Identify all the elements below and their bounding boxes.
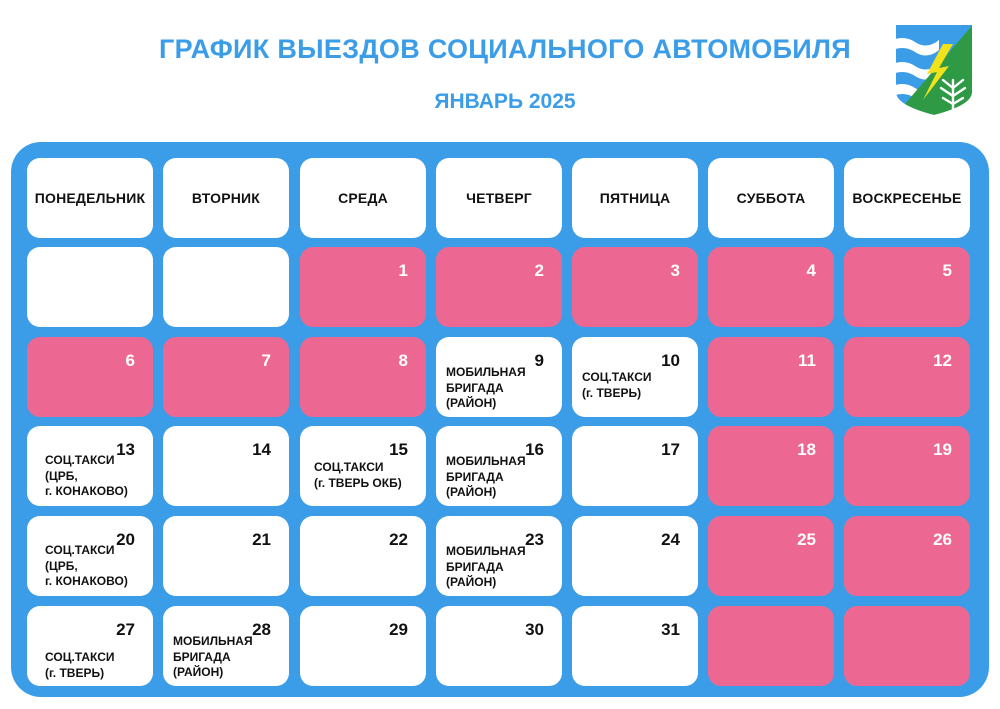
empty-cell [844, 606, 970, 686]
day-cell [163, 606, 289, 686]
day-number: 13 [116, 440, 135, 459]
day-number: 25 [797, 530, 816, 549]
trip-note [582, 370, 652, 401]
day-number: 18 [797, 440, 816, 459]
month-subtitle: ЯНВАРЬ 2025 [434, 90, 576, 113]
day-cell [844, 516, 970, 596]
weekday-header [300, 158, 426, 238]
day-number: 31 [661, 620, 680, 639]
trip-note-line: БРИГАДА [446, 380, 504, 395]
day-number: 2 [534, 261, 544, 280]
trip-note [314, 460, 402, 491]
weekday-label: ЧЕТВЕРГ [466, 190, 532, 206]
weekday-header [436, 158, 562, 238]
weekday-header [708, 158, 834, 238]
day-number: 14 [252, 440, 271, 459]
day-cell [300, 247, 426, 327]
day-number: 21 [252, 530, 271, 549]
weekday-label: СУББОТА [736, 190, 806, 206]
trip-note-line: БРИГАДА [173, 649, 231, 664]
trip-note [446, 365, 526, 412]
day-number: 26 [933, 530, 952, 549]
day-number: 1 [398, 261, 408, 280]
day-cell [572, 516, 698, 596]
trip-note-line: МОБИЛЬНАЯ [173, 634, 253, 648]
day-number: 24 [661, 530, 680, 549]
day-cell [436, 337, 562, 417]
trip-note-line: (г. ТВЕРЬ ОКБ) [314, 475, 402, 490]
day-cell [708, 337, 834, 417]
trip-note-line: (г. ТВЕРЬ) [582, 385, 642, 400]
day-number: 16 [525, 440, 544, 459]
empty-cell [27, 247, 153, 327]
day-cell [436, 247, 562, 327]
day-cell [436, 426, 562, 506]
day-cell [844, 426, 970, 506]
weekday-header [163, 158, 289, 238]
day-number: 10 [661, 351, 680, 370]
trip-note-line: МОБИЛЬНАЯ [446, 365, 526, 379]
day-cell [27, 426, 153, 506]
day-number: 27 [116, 620, 135, 639]
trip-note-line: г. КОНАКОВО) [45, 484, 128, 498]
day-cell [436, 516, 562, 596]
day-cell [163, 516, 289, 596]
weekday-header [572, 158, 698, 238]
day-cell [27, 337, 153, 417]
day-number: 12 [933, 351, 952, 370]
day-number: 30 [525, 620, 544, 639]
trip-note [45, 543, 128, 590]
day-cell [27, 606, 153, 686]
day-number: 22 [389, 530, 408, 549]
trip-note [173, 634, 253, 681]
day-cell [844, 337, 970, 417]
day-cell [163, 426, 289, 506]
day-number: 6 [125, 351, 135, 370]
day-number: 4 [806, 261, 816, 280]
weekday-label: СРЕДА [338, 190, 388, 206]
trip-note-line: СОЦ.ТАКСИ [45, 543, 115, 557]
calendar-board [11, 142, 989, 697]
trip-note-line: МОБИЛЬНАЯ [446, 454, 526, 468]
day-cell [844, 247, 970, 327]
day-number: 19 [933, 440, 952, 459]
trip-note-line: г. КОНАКОВО) [45, 574, 128, 588]
trip-note-line: СОЦ.ТАКСИ [582, 370, 652, 384]
trip-note-line: СОЦ.ТАКСИ [45, 650, 115, 664]
day-cell [572, 337, 698, 417]
day-cell [708, 516, 834, 596]
day-number: 7 [261, 351, 271, 370]
weekday-header [844, 158, 970, 238]
day-cell [300, 426, 426, 506]
trip-note [45, 650, 115, 681]
weekday-label: ПЯТНИЦА [599, 190, 671, 206]
day-cell [572, 606, 698, 686]
page-title: ГРАФИК ВЫЕЗДОВ СОЦИАЛЬНОГО АВТОМОБИЛЯ [159, 34, 851, 64]
trip-note-line: (РАЙОН) [446, 485, 497, 499]
trip-note-line: БРИГАДА [446, 559, 504, 574]
day-cell [572, 426, 698, 506]
trip-note-line: (РАЙОН) [446, 575, 497, 589]
day-number: 8 [398, 351, 408, 370]
weekday-label: ВТОРНИК [191, 190, 261, 206]
day-number: 5 [942, 261, 952, 280]
day-cell [300, 337, 426, 417]
day-number: 28 [252, 620, 271, 639]
day-number: 23 [525, 530, 544, 549]
trip-note [446, 454, 526, 501]
trip-note-line: (г. ТВЕРЬ) [45, 665, 105, 680]
coat-of-arms-icon [893, 22, 975, 118]
day-number: 20 [116, 530, 135, 549]
day-cell [300, 516, 426, 596]
trip-note [446, 544, 526, 591]
day-cell [708, 426, 834, 506]
empty-cell [708, 606, 834, 686]
day-cell [300, 606, 426, 686]
day-cell [436, 606, 562, 686]
day-number: 17 [661, 440, 680, 459]
trip-note-line: (РАЙОН) [446, 396, 497, 410]
weekday-header [27, 158, 153, 238]
day-number: 29 [389, 620, 408, 639]
weekday-label: ПОНЕДЕЛЬНИК [34, 190, 146, 206]
day-cell [572, 247, 698, 327]
trip-note-line: (РАЙОН) [173, 665, 224, 679]
day-cell [708, 247, 834, 327]
day-number: 15 [389, 440, 408, 459]
trip-note-line: СОЦ.ТАКСИ [45, 453, 115, 467]
trip-note-line: СОЦ.ТАКСИ [314, 460, 384, 474]
trip-note-line: (ЦРБ, [45, 468, 78, 483]
empty-cell [163, 247, 289, 327]
day-cell [163, 337, 289, 417]
day-number: 3 [670, 261, 680, 280]
trip-note-line: БРИГАДА [446, 469, 504, 484]
day-number: 11 [798, 351, 816, 370]
day-number: 9 [534, 351, 544, 370]
trip-note [45, 453, 128, 500]
day-cell [27, 516, 153, 596]
weekday-label: ВОСКРЕСЕНЬЕ [852, 190, 962, 206]
trip-note-line: (ЦРБ, [45, 558, 78, 573]
trip-note-line: МОБИЛЬНАЯ [446, 544, 526, 558]
